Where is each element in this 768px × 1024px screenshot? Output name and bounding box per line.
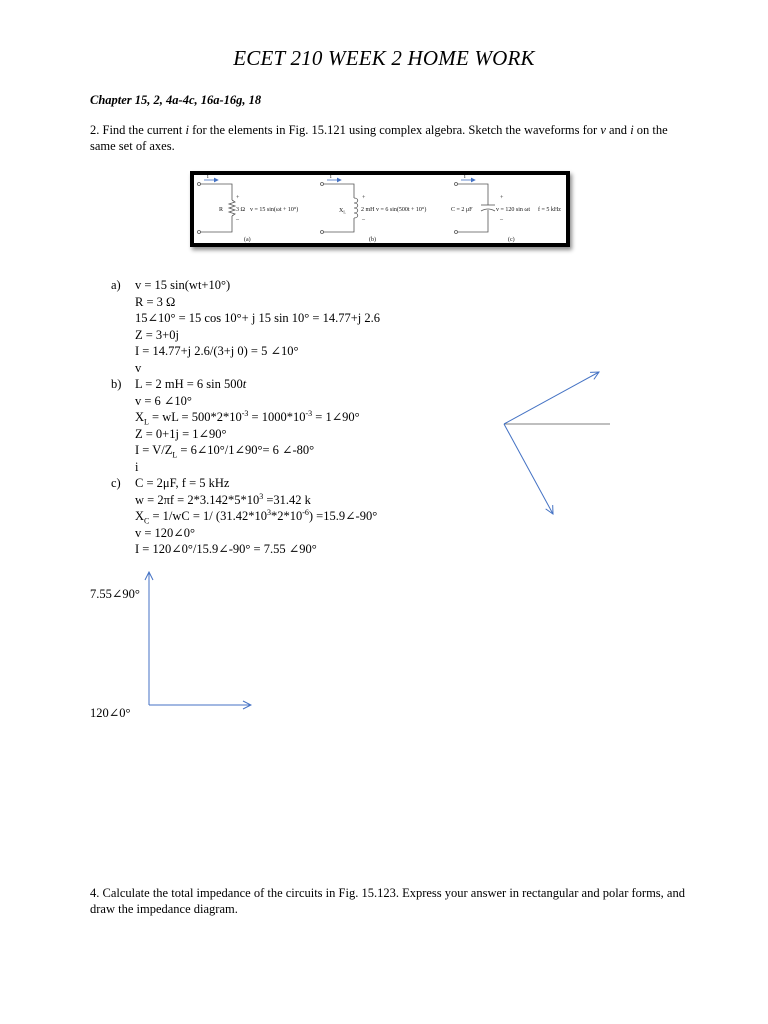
fig-a-caption: (a) <box>244 237 251 243</box>
phasor-label-voltage: 120∠0° <box>90 706 131 720</box>
fig-b-caption: (b) <box>369 237 376 243</box>
phasor-diagram-c <box>140 565 260 715</box>
fig-minus: – <box>500 217 503 223</box>
fig-c-frequency: f = 5 kHz <box>538 207 561 213</box>
answer-line: $X_L$ = wL = $500*2*10^{-3} = 1000*10^{-3}$ = 1∠90° <box>135 408 360 427</box>
answer-line: i <box>135 459 139 474</box>
circuit-diagram <box>194 175 566 243</box>
answer-line: v = 6 ∠10° <box>135 393 192 408</box>
chapter-heading: Chapter 15, 2, 4a-4c, 16a-16g, 18 <box>90 93 262 107</box>
answer-line: C = 2μF, f = 5 kHz <box>135 476 230 490</box>
fig-c-equation: v = 120 sin ωt <box>496 207 531 213</box>
problem-text: and <box>605 123 631 137</box>
fig-i-label: i <box>330 175 332 180</box>
current-phasor-arrow <box>504 424 553 514</box>
fig-minus: – <box>362 217 365 223</box>
circuit-figure <box>190 171 570 247</box>
fig-minus: – <box>236 217 239 223</box>
fig-b-equation: v = 6 sin(500t + 10°) <box>376 207 427 213</box>
var-v: v <box>600 123 606 137</box>
list-marker: c) <box>111 476 121 490</box>
problem-text: on the same set of axes. <box>90 123 668 153</box>
problem-4-statement: 4. Calculate the total impedance of the circuits in Fig. 15.123. Express your answer in rectangular and polar forms, and draw the impedance diagram. <box>90 886 685 916</box>
fig-b-X: $X_L$ <box>339 208 346 215</box>
answer-line: I = 120∠0°/15.9∠-90° = 7.55 ∠90° <box>135 542 317 556</box>
fig-c-C: C = 2 μF <box>451 207 473 213</box>
page-title: ECET 210 WEEK 2 HOME WORK <box>233 46 535 70</box>
problem-number: 2. <box>90 123 103 137</box>
problem-text: for the elements in Fig. 15.121 using complex algebra. Sketch the waveforms for <box>188 123 601 137</box>
answer-line: $X_C = 1/wC = 1/$ $(31.42*10^3*2*10^{-6})$ =15.9∠-90° <box>135 507 378 526</box>
fig-a-R: R <box>219 207 224 213</box>
answer-line: Z = 3+0j <box>135 327 179 342</box>
answer-line: $w = 2\pi f = 2*3.142*5*10^3 =31.42$ k <box>135 491 311 507</box>
var-i: i <box>185 123 189 137</box>
phasor-diagram-b <box>495 362 620 522</box>
fig-a-equation: v = 15 sin(ωt + 10°) <box>250 207 299 213</box>
answer-line: v = 120∠0° <box>135 525 196 540</box>
problem-text: Find the current <box>102 123 186 137</box>
answer-line: R = 3 Ω <box>135 294 176 309</box>
fig-plus: + <box>500 195 504 201</box>
voltage-phasor-arrow <box>504 372 599 424</box>
list-marker: b) <box>111 377 122 391</box>
fig-plus: + <box>362 195 366 201</box>
fig-i-label: i <box>207 175 209 180</box>
fig-i-label: i <box>464 175 466 180</box>
var-i: i <box>630 123 634 137</box>
fig-a-value: 3 Ω <box>236 207 245 213</box>
answer-line: 15∠10° = 15 cos 10°+ j 15 sin 10° = 14.77+j 2.6 <box>135 311 380 325</box>
answer-line: L = 2 mH = 6 sin 500t <box>135 377 247 391</box>
phasor-label-current: 7.55∠90° <box>90 587 140 601</box>
list-marker: a) <box>111 278 121 292</box>
answer-line: v <box>135 360 142 375</box>
fig-c-caption: (c) <box>508 237 515 243</box>
problem-2-statement <box>90 123 680 154</box>
fig-b-value: 2 mH <box>361 207 375 213</box>
answer-line: v = 15 sin(wt+10°) <box>135 278 231 292</box>
answer-line: $I = V/Z_L$ = 6∠10°/1∠90°= 6 ∠-80° <box>135 443 315 460</box>
answer-line: Z = 0+1j = 1∠90° <box>135 426 227 441</box>
fig-plus: + <box>236 195 240 201</box>
answer-line: I = 14.77+j 2.6/(3+j 0) = 5 ∠10° <box>135 344 299 358</box>
